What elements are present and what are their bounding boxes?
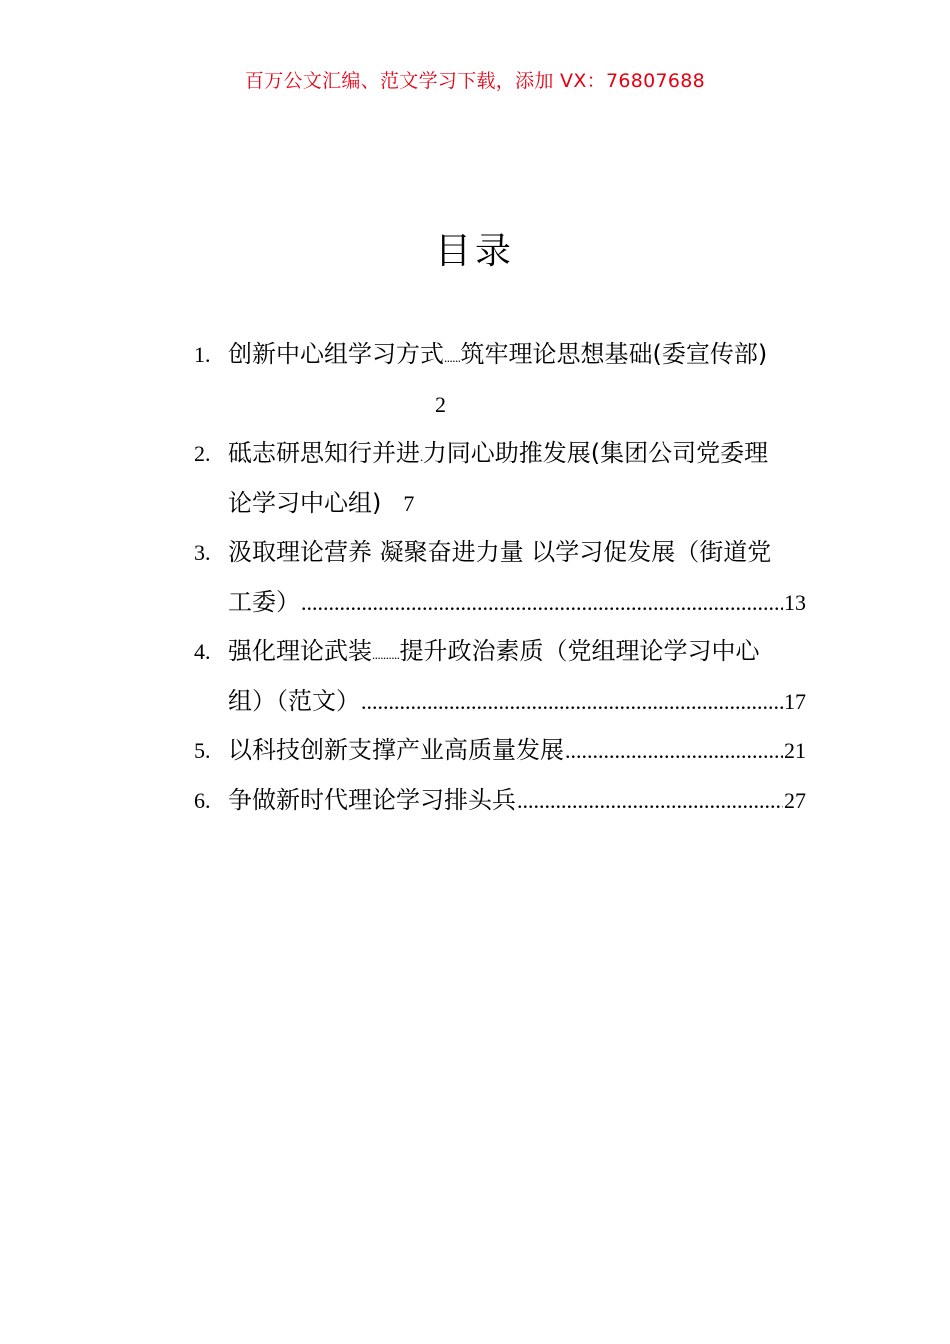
toc-leader-dots [361,677,783,727]
toc-leader-dots [301,578,783,628]
toc-item-line [228,726,806,776]
toc-item-line [228,578,806,628]
toc-leader-dots [565,726,783,776]
toc-item-number: 5. [194,738,211,763]
toc-item-page-number: 21 [784,738,806,763]
toc-item-number: 3. [194,540,211,565]
page-title: 目录 [434,231,515,272]
toc-item-4[interactable] [194,627,806,726]
toc-item-title-part: 强化理论武装 [228,637,372,665]
toc-item-page-number: 17 [784,688,806,714]
toc-item-line [228,677,806,727]
toc-item-number: 4. [194,639,211,664]
toc-item-title-part: 汲取理论营养 凝聚奋进力量 以学习促发展（街道党 [228,538,772,566]
toc-item-line [228,479,806,529]
toc-item-page-number: 27 [784,787,806,813]
toc-item-page-number: 7 [403,490,415,516]
toc-item-line [228,330,806,380]
toc-item-1[interactable] [194,330,806,429]
page-header-banner: 百万公文汇编、范文学习下载，添加 VX：76807688 [244,70,706,92]
toc-item-page-number: 2 [435,391,446,417]
toc-item-3[interactable] [194,528,806,627]
table-of-contents [194,330,806,825]
toc-leader-dots [517,776,783,826]
toc-item-title-part: 砥志研思知行并进 [228,439,420,467]
toc-item-6[interactable] [194,776,806,826]
toc-item-title-part: 工委） [228,587,300,616]
toc-inline-dots: ...... [444,350,461,365]
toc-item-number: 1. [194,342,211,367]
toc-item-title-part: 力同心助推发展(集团公司党委理 [422,439,769,467]
toc-item-title-part: 论学习中心组) [228,488,382,517]
toc-item-title-part: 以科技创新支撑产业高质量发展 [228,736,564,764]
toc-item-title-part: 组）（范文） [228,686,360,715]
toc-item-number: 2. [194,441,211,466]
toc-item-line [228,776,806,826]
toc-item-line [228,528,806,578]
toc-item-title-part: 创新中心组学习方式 [228,340,444,368]
toc-item-number: 6. [194,787,211,813]
toc-item-line [228,429,806,479]
toc-item-title-part: 提升政治素质（党组理论学习中心 [399,637,760,665]
toc-item-line [228,627,806,677]
toc-item-title-part: 争做新时代理论学习排头兵 [228,785,516,814]
toc-item-5[interactable] [194,726,806,776]
toc-item-2[interactable] [194,429,806,528]
toc-item-page-number: 13 [784,589,806,615]
toc-inline-dots: . [420,449,423,464]
toc-item-title-part: 筑牢理论思想基础(委宣传部) [460,340,768,368]
toc-inline-dots: .......... [372,647,400,662]
